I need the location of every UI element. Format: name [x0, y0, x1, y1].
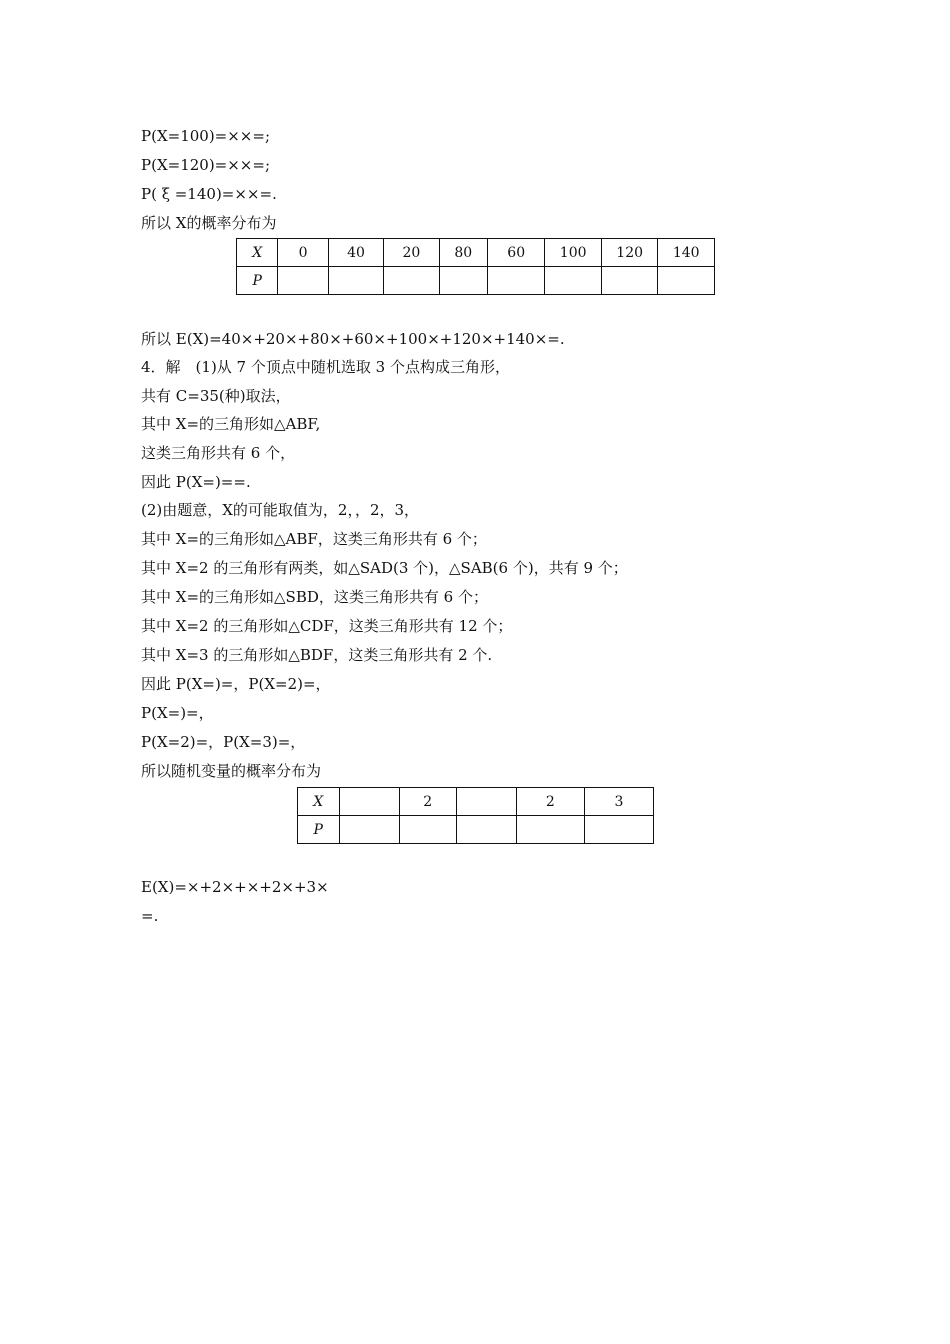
- table-cell: [456, 816, 516, 844]
- distribution-table-1: [236, 238, 715, 295]
- text-line: 所以 E(X)=40×+20×+80×+60×+100×+120×+140×=.: [141, 330, 565, 348]
- table-cell: [488, 267, 545, 295]
- table-cell: 2: [399, 788, 456, 816]
- table-cell: [278, 267, 328, 295]
- table-cell: [658, 267, 715, 295]
- table-cell: [439, 267, 488, 295]
- text-line: 其中 X=的三角形如△ABF，这类三角形共有 6 个；: [141, 530, 487, 548]
- table-cell: 40: [328, 239, 383, 267]
- table-cell: [339, 816, 399, 844]
- table-cell: 140: [658, 239, 715, 267]
- text-line: 所以随机变量的概率分布为: [141, 762, 322, 780]
- table-cell: X: [237, 239, 278, 267]
- table-row-p: [298, 816, 654, 844]
- text-line: P(X=120)=××=;: [141, 156, 271, 174]
- text-line: 其中 X=3 的三角形如△BDF，这类三角形共有 2 个.: [141, 646, 493, 664]
- text-line: 其中 X=2 的三角形有两类，如△SAD(3 个)，△SAB(6 个)，共有 9 个；: [141, 559, 628, 577]
- table-row-p: [237, 267, 715, 295]
- table-cell: 3: [584, 788, 653, 816]
- text-line: P( ξ =140)=××=.: [141, 185, 277, 203]
- table-cell: 80: [439, 239, 488, 267]
- table-cell: 100: [545, 239, 602, 267]
- text-line: 共有 C=35(种)取法，: [141, 387, 291, 405]
- text-line: (2)由题意，X的可能取值为，2，，2，3，: [141, 501, 420, 519]
- table-cell: [399, 816, 456, 844]
- table-cell: [456, 788, 516, 816]
- text-line: P(X=2)=，P(X=3)=，: [141, 733, 306, 751]
- table-cell: [516, 816, 584, 844]
- text-line: 因此 P(X=)=，P(X=2)=，: [141, 675, 331, 693]
- text-line: 这类三角形共有 6 个，: [141, 444, 296, 462]
- text-line: =.: [141, 907, 159, 925]
- table-cell: 60: [488, 239, 545, 267]
- table-cell: [601, 267, 658, 295]
- text-line: 因此 P(X=)==.: [141, 473, 251, 491]
- text-line: E(X)=×+2×+×+2×+3×: [141, 878, 329, 896]
- table-cell: [584, 816, 653, 844]
- table-row-x: [237, 239, 715, 267]
- table-cell: [339, 788, 399, 816]
- text-line: P(X=100)=××=;: [141, 127, 271, 145]
- table-cell: [545, 267, 602, 295]
- distribution-table-2: [297, 787, 654, 844]
- table-cell: [384, 267, 439, 295]
- table-cell: 2: [516, 788, 584, 816]
- text-line: P(X=)=，: [141, 704, 214, 722]
- table-cell: P: [298, 816, 340, 844]
- text-line: 所以 X的概率分布为: [141, 214, 277, 232]
- table-cell: 120: [601, 239, 658, 267]
- text-line: 4．解 (1)从 7 个顶点中随机选取 3 个点构成三角形，: [141, 358, 510, 376]
- table-cell: [328, 267, 383, 295]
- text-line: 其中 X=2 的三角形如△CDF，这类三角形共有 12 个；: [141, 617, 513, 635]
- table-cell: X: [298, 788, 340, 816]
- text-line: 其中 X=的三角形如△ABF,: [141, 415, 321, 433]
- table-cell: 0: [278, 239, 328, 267]
- text-line: 其中 X=的三角形如△SBD，这类三角形共有 6 个；: [141, 588, 488, 606]
- table-cell: 20: [384, 239, 439, 267]
- table-cell: P: [237, 267, 278, 295]
- table-row-x: [298, 788, 654, 816]
